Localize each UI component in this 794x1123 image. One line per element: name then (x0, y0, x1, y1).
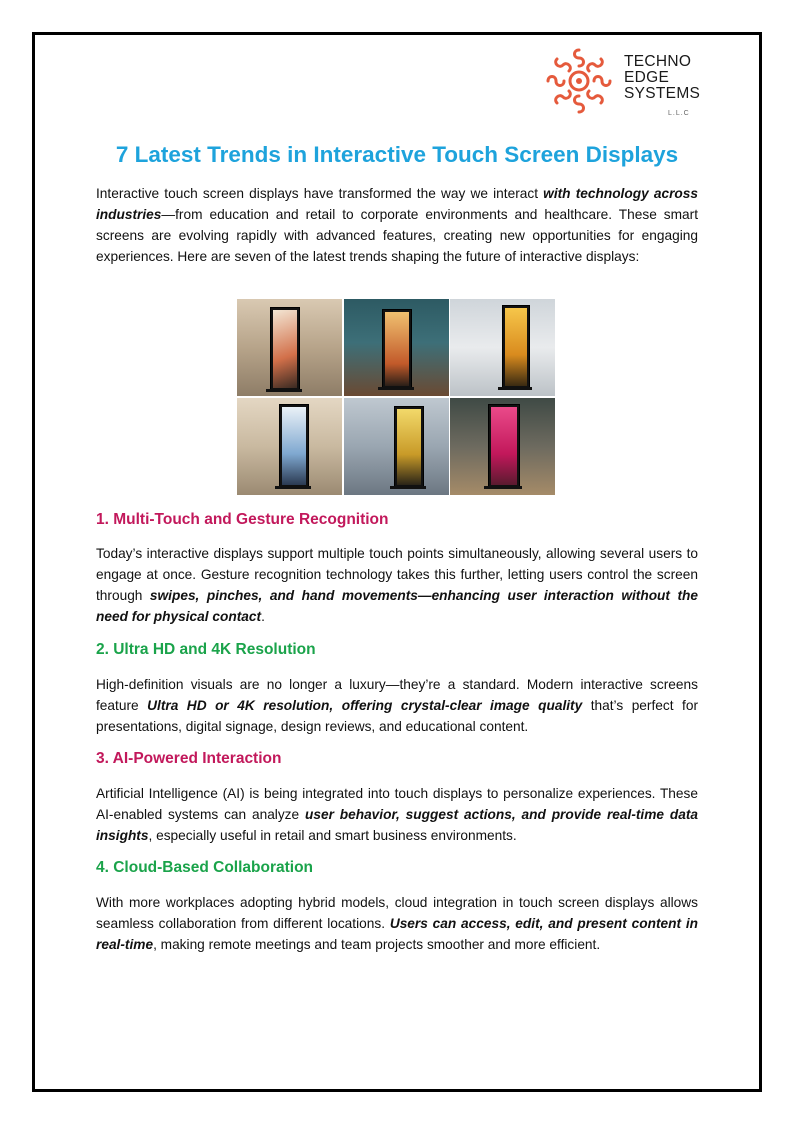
page-title: 7 Latest Trends in Interactive Touch Screen Displays (115, 142, 679, 167)
photo-restaurant-kiosk (450, 398, 555, 495)
section-3-text-2: , especially useful in retail and smart business environments. (148, 828, 517, 843)
logo-wordmark (624, 54, 700, 102)
logo-line-1: TECHNO (624, 53, 692, 70)
section-4-text-2: , making remote meetings and team projects smoother and more efficient. (153, 937, 601, 952)
display-photo-collage (237, 299, 555, 496)
section-1-paragraph (96, 543, 698, 627)
section-2-paragraph (96, 674, 698, 737)
logo-mark-icon (544, 46, 614, 116)
intro-emphasis: with technology across industries (96, 186, 698, 222)
photo-hall-kiosk (344, 398, 449, 495)
section-3-text-1: Artificial Intelligence (AI) is being integrated into touch displays to personalize experiences. These AI-enabled systems can analyze (96, 786, 698, 822)
logo-line-2: EDGE (624, 69, 670, 86)
photo-mall-kiosk (237, 299, 342, 396)
company-logo (540, 44, 710, 124)
section-3-emphasis: user behavior, suggest actions, and provide real-time data insights (96, 807, 698, 843)
section-1-text-2: . (261, 609, 265, 624)
section-1-text-1: Today’s interactive displays support multiple touch points simultaneously, allowing several users to engage at once. Gesture recognition technology takes this further, letting users control the screen through (96, 546, 698, 603)
section-2-text-1: High-definition visuals are no longer a luxury—they’re a standard. Modern interactive screens feature (96, 677, 698, 713)
section-4-heading: 4. Cloud-Based Collaboration (96, 859, 314, 876)
section-2-heading: 2. Ultra HD and 4K Resolution (96, 641, 316, 658)
photo-airport-kiosk (450, 299, 555, 396)
intro-text-1: Interactive touch screen displays have transformed the way we interact (96, 186, 544, 201)
section-1-heading: 1. Multi-Touch and Gesture Recognition (96, 511, 389, 528)
logo-suffix: L.L.C (668, 110, 690, 117)
intro-paragraph (96, 183, 698, 267)
section-3-heading: 3. AI-Powered Interaction (96, 750, 282, 767)
section-4-text-1: With more workplaces adopting hybrid models, cloud integration in touch screen displays allows seamless collaboration from different locations. (96, 895, 698, 931)
photo-cafe-kiosk (344, 299, 449, 396)
section-4-emphasis: Users can access, edit, and present content in real-time (96, 916, 698, 952)
section-2-emphasis: Ultra HD or 4K resolution, offering crystal-clear image quality (147, 698, 583, 713)
photo-showroom-kiosk (237, 398, 342, 495)
section-3-paragraph (96, 783, 698, 846)
section-2-text-2: that’s perfect for presentations, digital signage, design reviews, and educational content. (96, 698, 699, 734)
section-4-paragraph (96, 892, 698, 955)
section-1-emphasis: swipes, pinches, and hand movements—enhancing user interaction without the need for physical contact (96, 588, 698, 624)
logo-line-3: SYSTEMS (624, 85, 701, 102)
intro-text-2: —from education and retail to corporate environments and healthcare. These smart screens are evolving rapidly with advanced features, creating new opportunities for engaging experiences. Here are seven of the latest trends shaping the future of interactive displays: (96, 207, 698, 264)
